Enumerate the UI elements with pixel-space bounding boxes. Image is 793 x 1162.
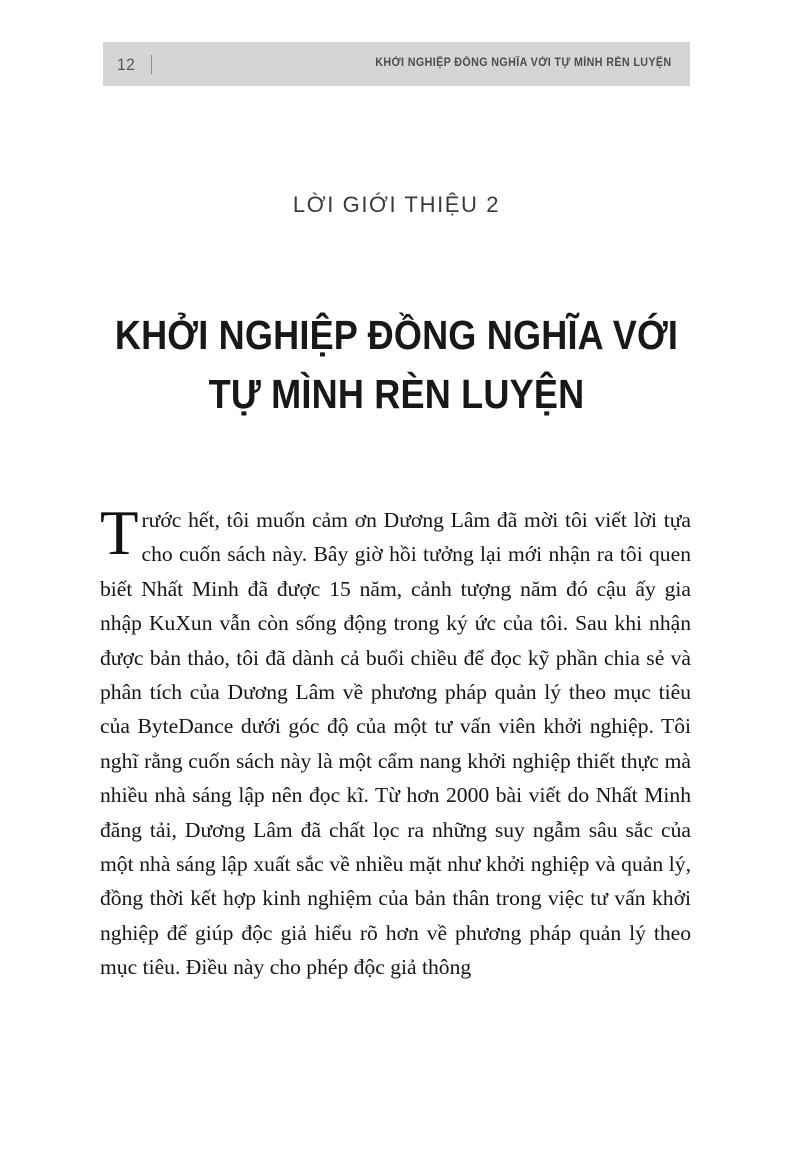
chapter-title [0, 306, 793, 424]
chapter-title-line-2: TỰ MÌNH RÈN LUYỆN [208, 371, 585, 417]
header-divider [151, 55, 152, 74]
body-paragraph [100, 498, 691, 985]
body-column [100, 498, 691, 985]
chapter-title-line-1: KHỞI NGHIỆP ĐỒNG NGHĨA VỚI [114, 312, 679, 358]
body-paragraph-text: rước hết, tôi muốn cảm ơn Dương Lâm đã mời tôi viết lời tựa cho cuốn sách này. Bây giờ hồi tưởng lại mới nhận ra tôi quen biết Nhất Minh đã được 15 năm, cảnh tượng năm đó cậu ấy gia nhập KuXun vẫn còn sống động trong ký ức của tôi. Sau khi nhận được bản thảo, tôi đã dành cả buổi chiều để đọc kỹ phần chia sẻ và phân tích của Dương Lâm về phương pháp quản lý theo mục tiêu của ByteDance dưới góc độ của một tư vấn viên khởi nghiệp. Tôi nghĩ rằng cuốn sách này là một cẩm nang khởi nghiệp thiết thực mà nhiều nhà sáng lập nên đọc kĩ. Từ hơn 2000 bài viết do Nhất Minh đăng tải, Dương Lâm đã chất lọc ra những suy ngẫm sâu sắc của một nhà sáng lập xuất sắc về nhiều mặt như khởi nghiệp và quản lý, đồng thời kết hợp kinh nghiệm của bản thân trong việc tư vấn khởi nghiệp để giúp độc giả hiểu rõ hơn về phương pháp quản lý theo mục tiêu. Điều này cho phép độc giả thông [100, 508, 691, 980]
page-number: 12 [117, 54, 136, 74]
running-header-title: KHỞI NGHIỆP ĐỒNG NGHĨA VỚI TỰ MÌNH RÈN LUYỆN [375, 57, 672, 70]
section-eyebrow: LỜI GIỚI THIỆU 2 [292, 192, 501, 217]
drop-cap: T [100, 498, 139, 568]
running-header-band [103, 42, 690, 86]
